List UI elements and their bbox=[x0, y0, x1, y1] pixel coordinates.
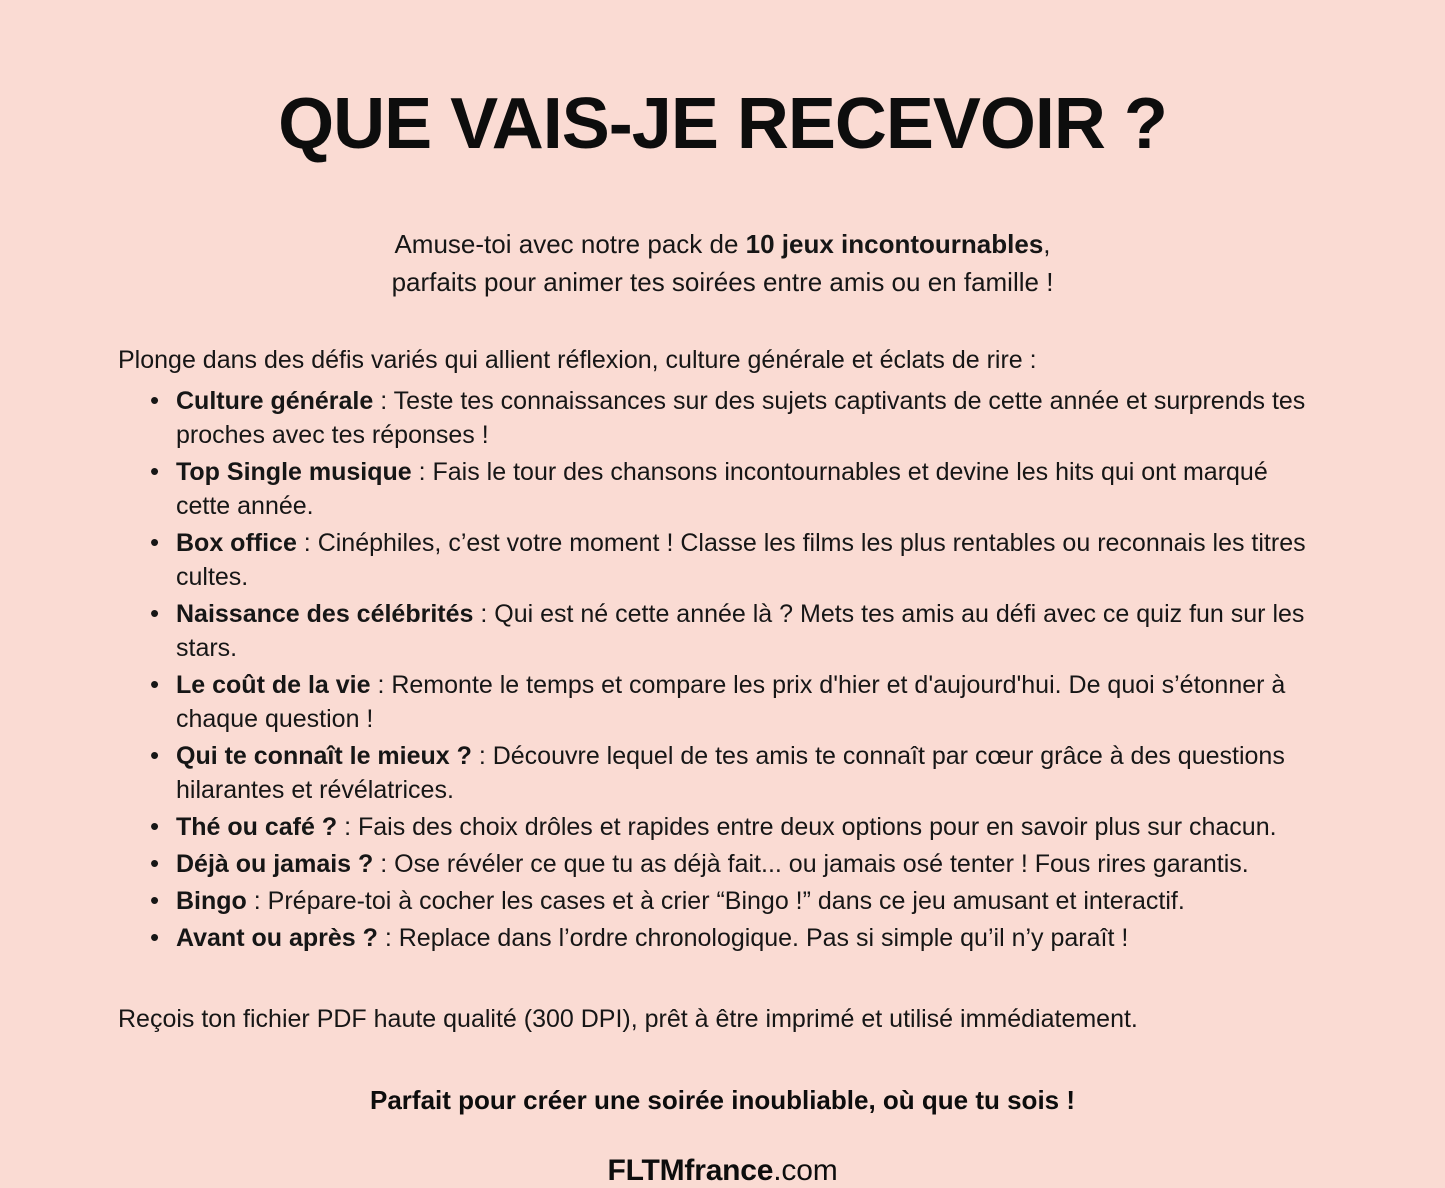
game-description: : Cinéphiles, c’est votre moment ! Classe les films les plus rentables ou reconnais les titres cultes. bbox=[176, 529, 1306, 592]
game-description: : Qui est né cette année là ? Mets tes amis au défi avec ce quiz fun sur les stars. bbox=[176, 600, 1305, 663]
intro-line1-prefix: Amuse-toi avec notre pack de bbox=[394, 229, 746, 259]
list-item bbox=[150, 597, 1325, 665]
game-description: : Fais des choix drôles et rapides entre deux options pour en savoir plus sur chacun. bbox=[337, 813, 1277, 842]
game-name: Box office bbox=[176, 529, 297, 558]
intro-line2: parfaits pour animer tes soirées entre amis ou en famille ! bbox=[391, 266, 1054, 297]
game-description: : Remonte le temps et compare les prix d'hier et d'aujourd'hui. De quoi s’étonner à chaque question ! bbox=[176, 671, 1286, 734]
games-list bbox=[0, 384, 1445, 955]
game-name: Qui te connaît le mieux ? bbox=[176, 742, 472, 771]
game-name: Culture générale bbox=[176, 387, 374, 416]
intro-paragraph bbox=[0, 160, 1445, 301]
brand-tld: .com bbox=[773, 1154, 838, 1188]
brand-footer bbox=[0, 1116, 1445, 1188]
outro-paragraph: Reçois ton fichier PDF haute qualité (300 DPI), prêt à être imprimé et utilisé immédiatement. bbox=[118, 1005, 1138, 1034]
game-description: : Fais le tour des chansons incontournables et devine les hits qui ont marqué cette année. bbox=[176, 458, 1268, 521]
list-item bbox=[150, 884, 1325, 918]
list-item bbox=[150, 384, 1325, 452]
list-item bbox=[150, 810, 1325, 844]
game-name: Naissance des célébrités bbox=[176, 600, 474, 629]
list-item bbox=[150, 739, 1325, 807]
intro-line1-suffix: , bbox=[1043, 229, 1051, 259]
game-name: Le coût de la vie bbox=[176, 671, 371, 700]
game-description: : Découvre lequel de tes amis te connaît par cœur grâce à des questions hilarantes et révélatrices. bbox=[176, 742, 1285, 805]
game-name: Top Single musique bbox=[176, 458, 412, 487]
brand-name: FLTMfrance bbox=[607, 1154, 774, 1188]
game-description: : Prépare-toi à cocher les cases et à crier “Bingo !” dans ce jeu amusant et interactif. bbox=[246, 887, 1185, 916]
game-description: : Replace dans l’ordre chronologique. Pas si simple qu’il n’y paraît ! bbox=[377, 924, 1129, 953]
game-name: Bingo bbox=[176, 887, 247, 916]
list-item bbox=[150, 455, 1325, 523]
game-description: : Teste tes connaissances sur des sujets captivants de cette année et surprends tes proches avec tes réponses ! bbox=[176, 387, 1306, 450]
lead-paragraph: Plonge dans des défis variés qui allient réflexion, culture générale et éclats de rire : bbox=[118, 346, 1037, 375]
intro-line1-highlight: 10 jeux incontournables bbox=[745, 229, 1044, 259]
game-name: Thé ou café ? bbox=[176, 813, 338, 842]
game-description: : Ose révéler ce que tu as déjà fait... ou jamais osé tenter ! Fous rires garantis. bbox=[373, 850, 1249, 879]
tagline: Parfait pour créer une soirée inoubliable, où que tu sois ! bbox=[369, 1085, 1076, 1116]
list-item bbox=[150, 847, 1325, 881]
list-item bbox=[150, 921, 1325, 955]
game-name: Déjà ou jamais ? bbox=[176, 850, 374, 879]
list-item bbox=[150, 526, 1325, 594]
game-name: Avant ou après ? bbox=[176, 924, 378, 953]
page-title: QUE VAIS-JE RECEVOIR ? bbox=[278, 84, 1167, 164]
list-item bbox=[150, 668, 1325, 736]
